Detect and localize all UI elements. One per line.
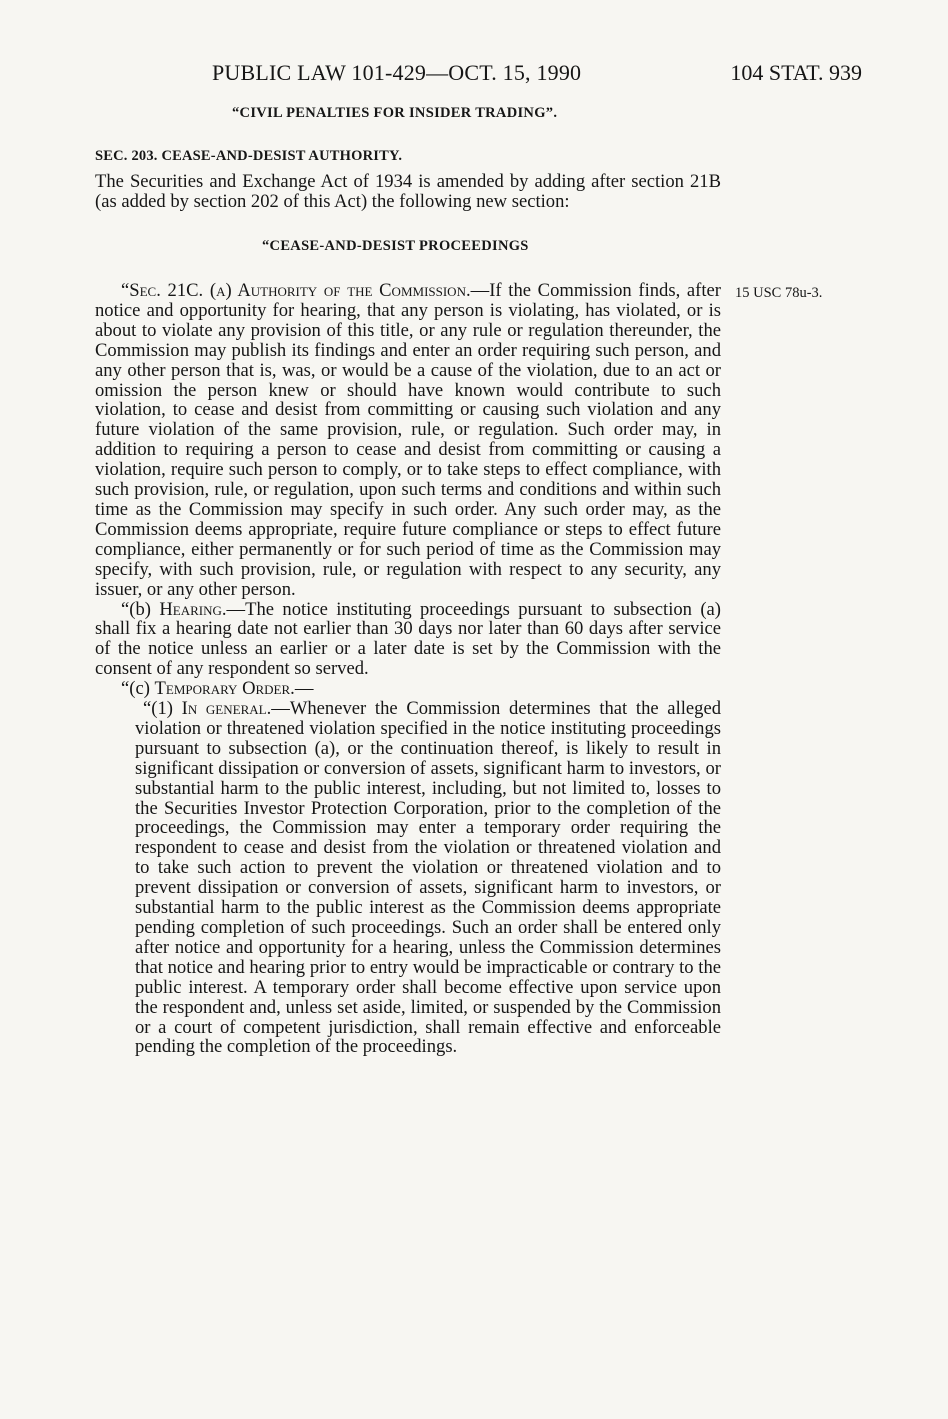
subsection-a-text: —If the Commission finds, after notice and opportunity for hearing, that any person is violating, has violated, or is about to violate any provision of this title, or any rule or regulation thereunder, the Commission may publish its findings and enter an order requiring such person, and any other person that is, was, or would be a cause of the violation, due to an act or omission the person knew or should have known would contribute to such violation, to cease and desist from committing or causing such violation and any future violation of the same provision, rule, or regulation. Such order may, in addition to requiring a person to cease and desist from committing or causing a violation, require such person to comply, or to take steps to effect compliance, with such provision, rule, or regulation, upon such terms and conditions and within such time as the Commission may specify in such order. Any such order may, as the Commission deems appropriate, require future compliance or steps to effect future compliance, either permanently or for such period of time as the Commission may specify, with such provision, rule, or regulation with respect to any security, any issuer, or any other person. bbox=[95, 280, 721, 600]
running-header-stat: 104 STAT. 939 bbox=[730, 60, 862, 85]
subsection-a-prefix: “Sec. 21C. (a) bbox=[121, 280, 238, 301]
paragraph-1-heading: In general. bbox=[181, 698, 272, 720]
subsection-a bbox=[95, 281, 721, 600]
subsection-c-suffix: — bbox=[294, 678, 314, 700]
subsection-c-heading: Temporary Order. bbox=[154, 678, 295, 700]
preceding-section-tail: “CIVIL PENALTIES FOR INSIDER TRADING”. bbox=[232, 105, 558, 121]
subsection-b-prefix: “(b) bbox=[121, 598, 160, 620]
subsection-b bbox=[95, 600, 721, 680]
intro-paragraph bbox=[95, 172, 721, 212]
paragraph-1 bbox=[95, 699, 721, 1057]
subsection-b-text: —The notice instituting proceedings pursuant to subsection (a) shall fix a hearing date not earlier than 30 days nor later than 60 days after service of the notice unless an earlier or a later date is set by the Commission with the consent of any respondent so served. bbox=[95, 598, 721, 680]
running-header-title: PUBLIC LAW 101-429—OCT. 15, 1990 bbox=[212, 60, 582, 85]
section-body bbox=[95, 281, 721, 1057]
subsection-b-heading: Hearing. bbox=[159, 598, 227, 620]
section-heading: SEC. 203. CEASE-AND-DESIST AUTHORITY. bbox=[95, 148, 403, 164]
subsection-c-prefix: “(c) bbox=[121, 678, 155, 700]
subsection-a-heading: Authority of the Commission. bbox=[237, 280, 471, 301]
paragraph-1-prefix: “(1) bbox=[143, 698, 182, 720]
paragraph-1-text: —Whenever the Commission determines that the alleged violation or threatened violation specified in the notice instituting proceedings pursuant to subsection (a), or the continuation thereof, is likely to result in significant dissipation or conversion of assets, significant harm to investors, or substantial harm to the public interest, including, but not limited to, losses to the Securities Investor Protection Corporation, prior to the completion of the proceedings, the Commission may enter a temporary order requiring the respondent to cease and desist from the violation or threatened violation and to take such action to prevent the violation or threatened violation and to prevent dissipation or conversion of assets, significant harm to investors, or substantial harm to the public interest as the Commission deems appropriate pending completion of such proceedings. Such an order shall be entered only after notice and opportunity for a hearing, unless the Commission determines that notice and hearing prior to entry would be impracticable or contrary to the public interest. A temporary order shall become effective upon service upon the respondent and, unless set aside, limited, or suspended by the Commission or a court of competent jurisdiction, shall remain effective and enforceable pending the completion of the proceedings. bbox=[135, 698, 721, 1058]
intro-text: The Securities and Exchange Act of 1934 is amended by adding after section 21B (as added by section 202 of this Act) the following new section: bbox=[95, 171, 721, 212]
subsection-c bbox=[95, 679, 721, 699]
margin-citation: 15 USC 78u-3. bbox=[735, 285, 823, 301]
new-section-heading: “CEASE-AND-DESIST PROCEEDINGS bbox=[262, 238, 529, 254]
